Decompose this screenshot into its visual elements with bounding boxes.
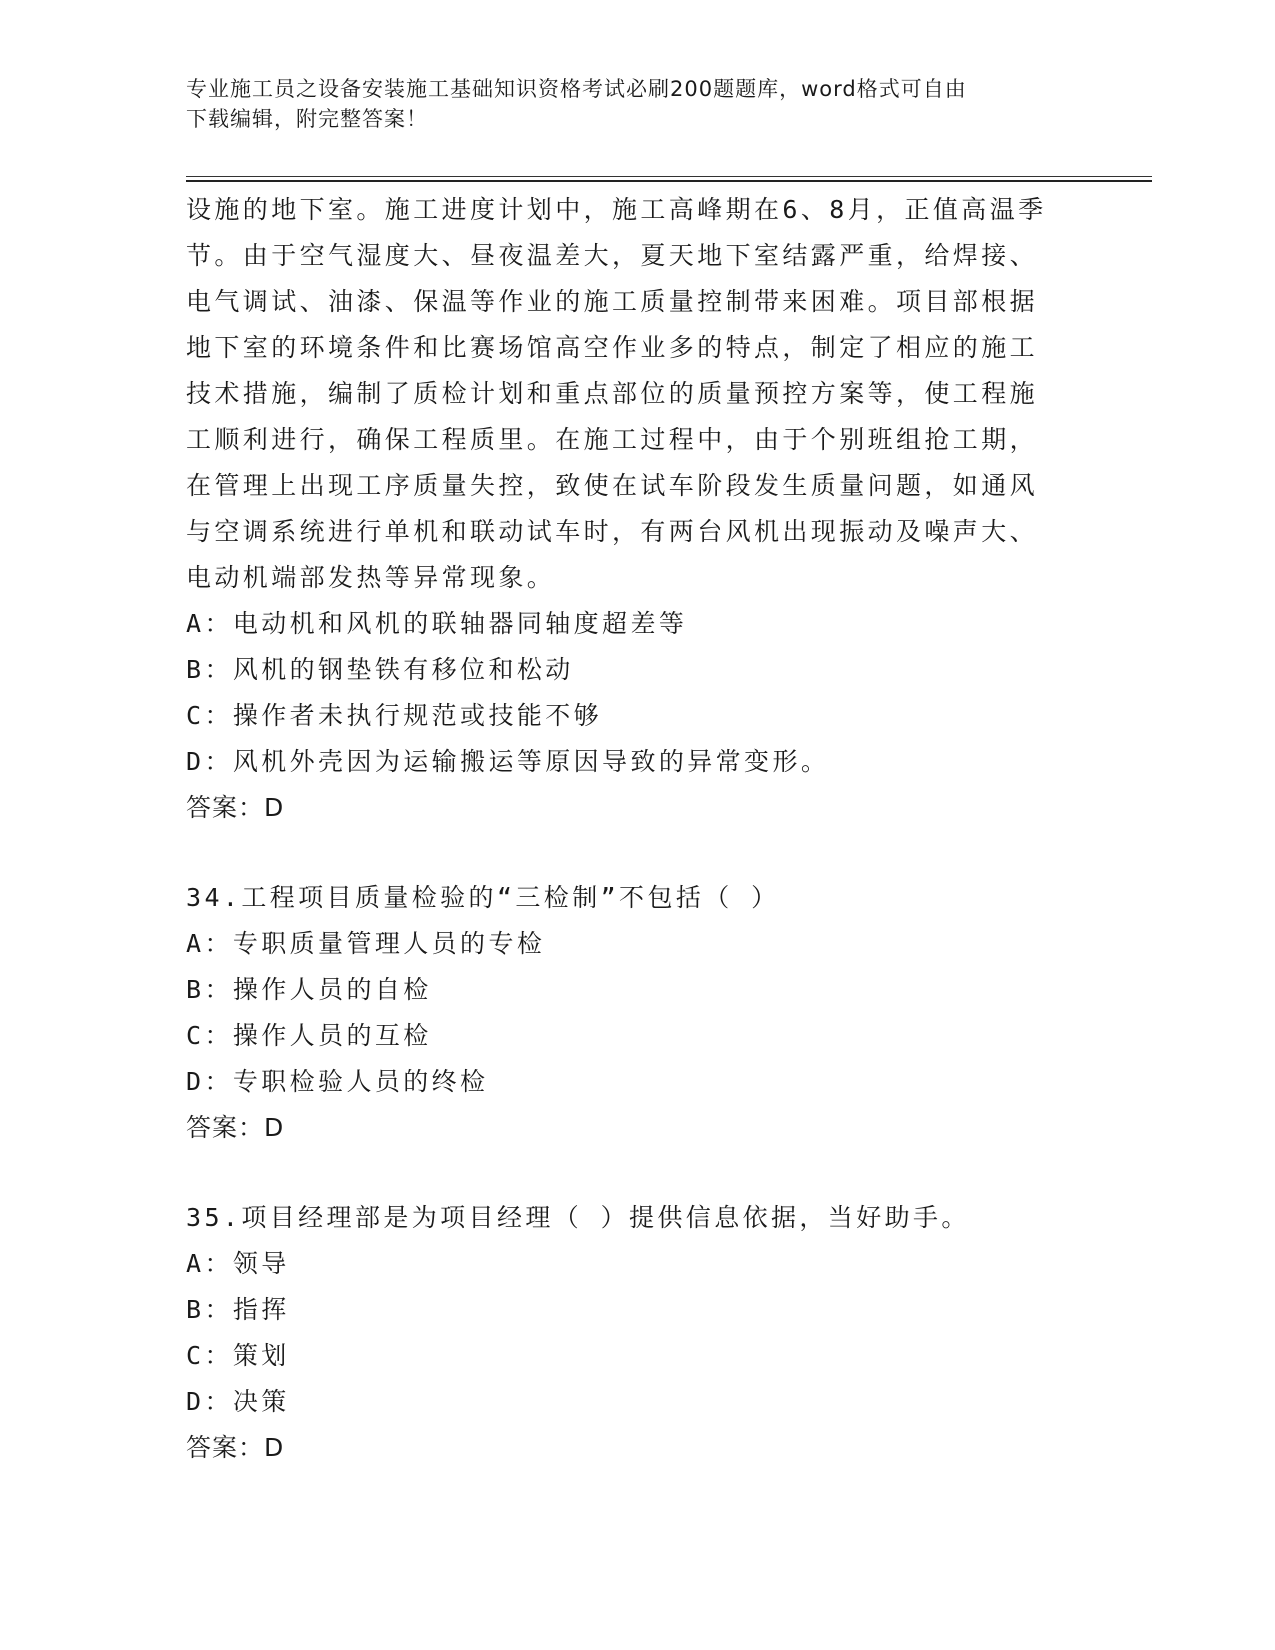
question-34-option-d: D：专职检验人员的终检 [186, 1067, 489, 1096]
header-divider-thick [186, 180, 1152, 182]
header-line-1: 专业施工员之设备安装施工基础知识资格考试必刷200题题库，word格式可自由 [186, 77, 967, 101]
question-33-line: 在管理上出现工序质量失控，致使在试车阶段发生质量问题，如通风 [186, 471, 1039, 500]
question-33-option-a: A：电动机和风机的联轴器同轴度超差等 [186, 609, 688, 638]
question-33-line: 电气调试、油漆、保温等作业的施工质量控制带来困难。项目部根据 [186, 287, 1039, 316]
question-33-line: 地下室的环境条件和比赛场馆高空作业多的特点，制定了相应的施工 [186, 333, 1039, 362]
question-33-stem [186, 187, 1086, 601]
question-33-option-d: D：风机外壳因为运输搬运等原因导致的异常变形。 [186, 747, 830, 776]
document-header [186, 74, 1066, 134]
question-33-line: 技术措施，编制了质检计划和重点部位的质量预控方案等，使工程施 [186, 379, 1039, 408]
header-divider-thin [186, 176, 1152, 177]
question-35-option-d: D：决策 [186, 1387, 290, 1416]
question-33-option-b: B：风机的钢垫铁有移位和松动 [186, 655, 574, 684]
document-body [186, 187, 1086, 1471]
question-35-option-c: C：策划 [186, 1341, 290, 1370]
question-33-line: 工顺利进行，确保工程质里。在施工过程中，由于个别班组抢工期， [186, 425, 1039, 454]
question-34-option-b: B：操作人员的自检 [186, 975, 432, 1004]
question-33-option-c: C：操作者未执行规范或技能不够 [186, 701, 603, 730]
question-33-line: 与空调系统进行单机和联动试车时，有两台风机出现振动及噪声大、 [186, 517, 1039, 546]
question-34-answer: 答案：D [186, 1113, 285, 1142]
question-34-option-c: C：操作人员的互检 [186, 1021, 432, 1050]
question-35-stem: 35.项目经理部是为项目经理（ ）提供信息依据，当好助手。 [186, 1203, 970, 1232]
header-line-2: 下载编辑，附完整答案！ [186, 107, 428, 131]
question-34-stem: 34.工程项目质量检验的“三检制”不包括（ ） [186, 883, 780, 912]
spacer [186, 831, 1086, 875]
spacer [186, 1151, 1086, 1195]
question-33-line: 电动机端部发热等异常现象。 [186, 563, 556, 592]
question-35-option-a: A：领导 [186, 1249, 290, 1278]
question-35-option-b: B：指挥 [186, 1295, 290, 1324]
question-34-option-a: A：专职质量管理人员的专检 [186, 929, 546, 958]
question-33-line: 设施的地下室。施工进度计划中，施工高峰期在6、8月，正值高温季 [186, 195, 1047, 224]
question-35-answer: 答案：D [186, 1433, 285, 1462]
question-33-answer: 答案：D [186, 793, 285, 822]
question-33-line: 节。由于空气湿度大、昼夜温差大，夏天地下室结露严重，给焊接、 [186, 241, 1039, 270]
